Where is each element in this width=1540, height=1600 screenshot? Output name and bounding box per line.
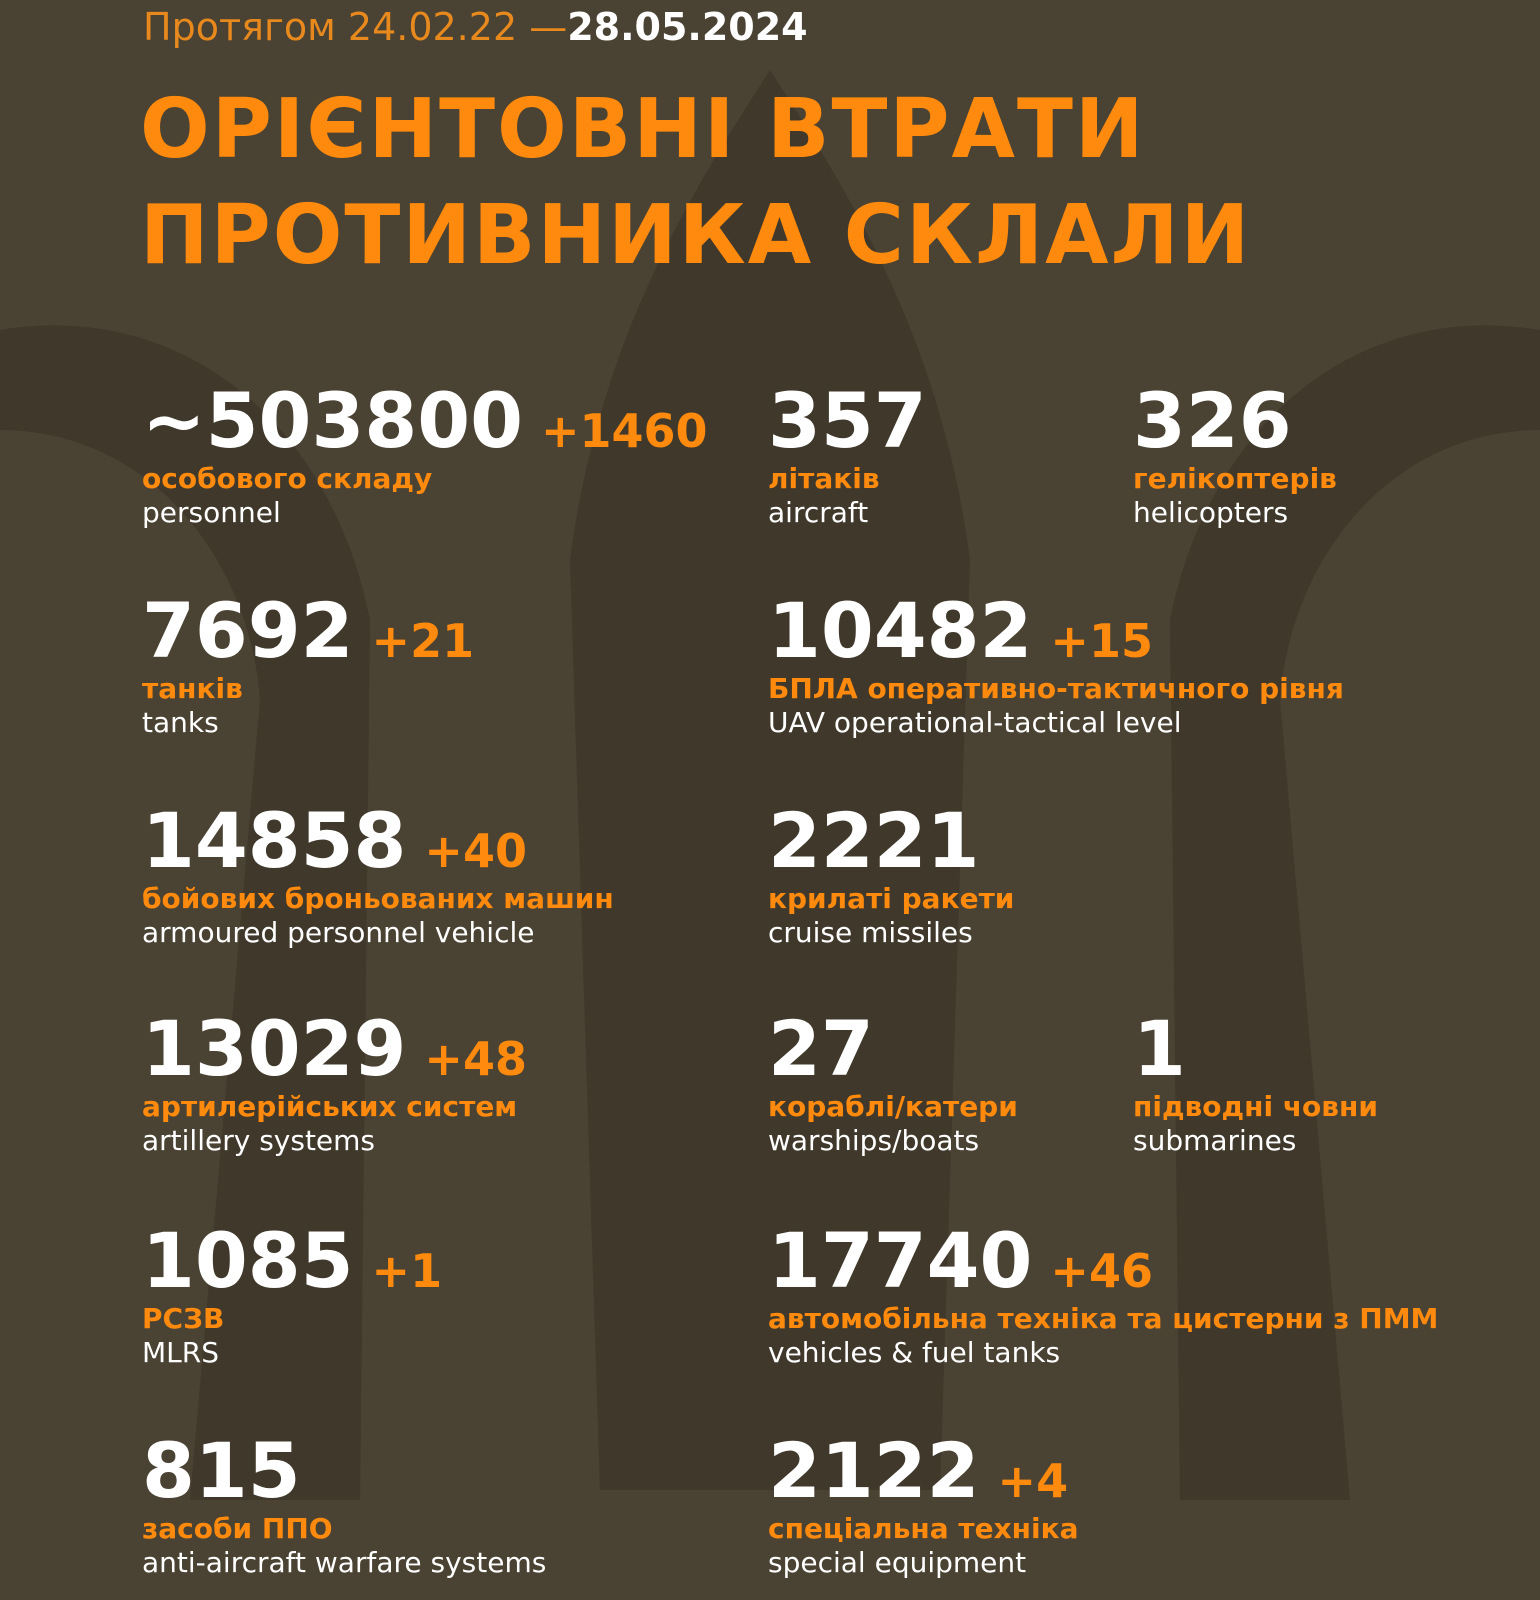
stat-value: 815 <box>142 1426 301 1515</box>
stat-mlrs <box>142 1216 443 1370</box>
stat-delta: +21 <box>371 614 475 668</box>
stat-label-ua: крилаті ракети <box>768 882 1015 915</box>
stat-value: 14858 <box>142 796 407 885</box>
stat-label-ua: танків <box>142 672 243 705</box>
stat-artillery <box>142 1004 527 1158</box>
stat-value: 2221 <box>768 796 980 885</box>
stat-value: 357 <box>768 376 927 465</box>
stat-label-ua: артилерійських систем <box>142 1090 518 1123</box>
stat-submarines <box>1133 1004 1378 1158</box>
stat-label-en: MLRS <box>142 1336 219 1369</box>
stat-label-ua: бойових броньованих машин <box>142 882 614 915</box>
stat-label-en: warships/boats <box>768 1124 980 1157</box>
stat-value: 17740 <box>768 1216 1033 1305</box>
stat-label-ua: засоби ППО <box>142 1512 333 1545</box>
stat-vehicles <box>768 1216 1439 1370</box>
stat-delta: +1 <box>371 1244 443 1298</box>
stat-tanks <box>142 586 475 740</box>
stat-value: ~503800 <box>142 376 523 465</box>
stat-label-ua: особового складу <box>142 462 433 495</box>
stat-label-en: artillery systems <box>142 1124 376 1157</box>
stat-label-ua: кораблі/катери <box>768 1090 1018 1123</box>
headline-line-2: ПРОТИВНИКА СКЛАЛИ <box>140 188 1252 283</box>
stat-warships <box>768 1004 1018 1158</box>
stat-label-en: UAV operational-tactical level <box>768 706 1182 739</box>
stat-label-en: vehicles & fuel tanks <box>768 1336 1061 1369</box>
stat-label-en: tanks <box>142 706 219 739</box>
period-start: Протягом 24.02.22 — <box>143 5 568 49</box>
stat-label-en: aircraft <box>768 496 869 529</box>
stat-delta: +40 <box>424 824 527 878</box>
stat-delta: +46 <box>1050 1244 1153 1298</box>
stat-label-en: submarines <box>1133 1124 1297 1157</box>
stat-label-en: helicopters <box>1133 496 1289 529</box>
stat-value: 13029 <box>142 1004 407 1093</box>
stat-label-en: special equipment <box>768 1546 1027 1579</box>
stat-helicopters <box>1133 376 1337 530</box>
stat-delta: +48 <box>424 1032 527 1086</box>
stat-uav <box>768 586 1344 740</box>
stat-value: 1085 <box>142 1216 354 1305</box>
headline-line-1: ОРІЄНТОВНІ ВТРАТИ <box>140 82 1146 177</box>
stat-label-ua: підводні човни <box>1133 1090 1378 1123</box>
stat-label-ua: спеціальна техніка <box>768 1512 1079 1545</box>
stat-label-ua: БПЛА оперативно-тактичного рівня <box>768 672 1344 705</box>
stat-aircraft <box>768 376 927 530</box>
stat-armoured-vehicles <box>142 796 614 950</box>
period-end-date: 28.05.2024 <box>567 5 808 49</box>
stat-label-en: cruise missiles <box>768 916 973 949</box>
stat-label-ua: гелікоптерів <box>1133 462 1337 495</box>
stat-anti-aircraft <box>142 1426 547 1580</box>
stat-delta: +4 <box>997 1454 1069 1508</box>
stat-label-en: armoured personnel vehicle <box>142 916 535 949</box>
stat-value: 27 <box>768 1004 874 1093</box>
stat-label-ua: РСЗВ <box>142 1302 225 1335</box>
stat-label-ua: літаків <box>768 462 880 495</box>
stat-label-en: anti-aircraft warfare systems <box>142 1546 547 1579</box>
stat-value: 10482 <box>768 586 1033 675</box>
stat-label-en: personnel <box>142 496 281 529</box>
stat-value: 326 <box>1133 376 1292 465</box>
stat-value: 1 <box>1133 1004 1186 1093</box>
stat-personnel <box>142 376 708 530</box>
stat-cruise-missiles <box>768 796 1015 950</box>
stat-value: 2122 <box>768 1426 980 1515</box>
stat-value: 7692 <box>142 586 354 675</box>
stat-delta: +1460 <box>540 404 708 458</box>
stat-label-ua: автомобільна техніка та цистерни з ПММ <box>768 1302 1439 1335</box>
period-line <box>143 4 808 50</box>
stat-special-equipment <box>768 1426 1079 1580</box>
stat-delta: +15 <box>1050 614 1153 668</box>
